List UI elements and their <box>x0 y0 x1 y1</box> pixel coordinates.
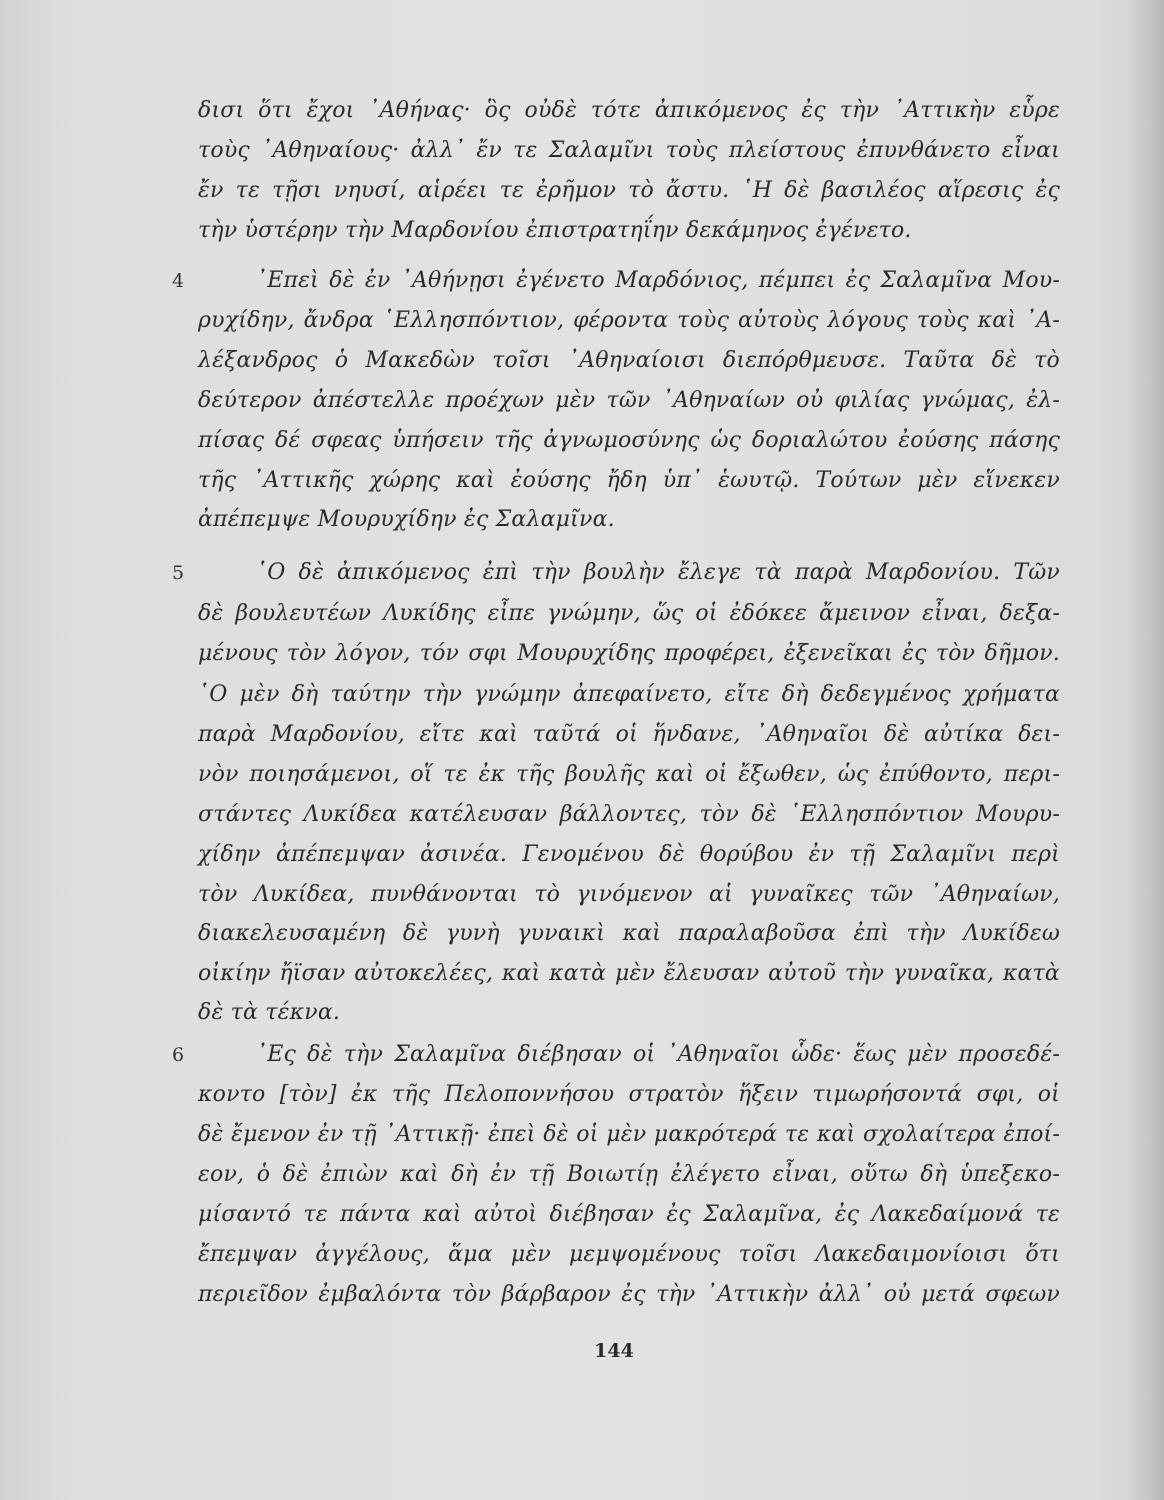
text-line: δὲ τὰ τέκνα. <box>198 1000 341 1025</box>
text-line: χίδην ἀπέπεμψαν ἀσινέα. Γενομένου δὲ θορύβου ἐν τῇ Σαλαμῖνι περὶ <box>198 842 1060 867</box>
text-line: νὸν ποιησάμενοι, οἵ τε ἐκ τῆς βουλῆς καὶ οἱ ἔξωθεν, ὡς ἐπύθοντο, περι- <box>198 762 1060 787</box>
text-line: κοντο [τὸν] ἐκ τῆς Πελοποννήσου στρατὸν ἥξειν τιμωρήσοντά σφι, οἱ <box>198 1082 1060 1107</box>
text-line: τὸν Λυκίδεα, πυνθάνονται τὸ γινόμενον αἱ γυναῖκες τῶν ᾿Αθηναίων, <box>198 882 1060 907</box>
text-line: διακελευσαμένη δὲ γυνὴ γυναικὶ καὶ παραλαβοῦσα ἐπὶ τὴν Λυκίδεω <box>198 921 1060 946</box>
text-line: μίσαντό τε πάντα καὶ αὐτοὶ διέβησαν ἐς Σαλαμῖνα, ἐς Λακεδαίμονά τε <box>198 1202 1060 1227</box>
text-line: δὲ βουλευτέων Λυκίδης εἶπε γνώμην, ὥς οἱ ἐδόκεε ἄμεινον εἶναι, δεξα- <box>198 601 1060 626</box>
page-edge-shadow <box>1128 0 1164 1500</box>
text-line: ῾Ο μὲν δὴ ταύτην τὴν γνώμην ἀπεφαίνετο, εἴτε δὴ δεδεγμένος χρήματα <box>198 682 1060 707</box>
text-line: εον, ὁ δὲ ἐπιὼν καὶ δὴ ἐν τῇ Βοιωτίῃ ἐλέγετο εἶναι, οὕτω δὴ ὑπεξεκο- <box>198 1162 1060 1187</box>
text-line: οἰκίην ἤϊσαν αὐτοκελέες, καὶ κατὰ μὲν ἔλευσαν αὐτοῦ τὴν γυναῖκα, κατὰ <box>198 961 1060 986</box>
text-line: ῾Ο δὲ ἀπικόμενος ἐπὶ τὴν βουλὴν ἔλεγε τὰ παρὰ Μαρδονίου. Τῶν <box>256 560 1060 585</box>
text-line: τοὺς ᾿Αθηναίους· ἀλλ᾿ ἔν τε Σαλαμῖνι τοὺς πλείστους ἐπυνθάνετο εἶναι <box>198 138 1060 163</box>
text-line: ἔν τε τῇσι νηυσί, αἱρέει τε ἐρῆμον τὸ ἄστυ. ῾Η δὲ βασιλέος αἵρεσις ἐς <box>198 178 1060 203</box>
text-line: πίσας δέ σφεας ὑπήσειν τῆς ἀγνωμοσύνης ὡς δοριαλώτου ἐούσης πάσης <box>198 428 1060 453</box>
text-line: στάντες Λυκίδεα κατέλευσαν βάλλοντες, τὸν δὲ ῾Ελλησπόντιον Μουρυ- <box>198 802 1060 827</box>
text-line: δισι ὅτι ἔχοι ᾿Αθήνας· ὃς οὐδὲ τότε ἀπικόμενος ἐς τὴν ᾿Αττικὴν εὗρε <box>198 98 1060 123</box>
text-line: ἔπεμψαν ἀγγέλους, ἅμα μὲν μεμψομένους τοῖσι Λακεδαιμονίοισι ὅτι <box>198 1242 1060 1267</box>
text-line: δὲ ἔμενον ἐν τῇ ᾿Αττικῇ· ἐπεὶ δὲ οἱ μὲν μακρότερά τε καὶ σχολαίτερα ἐποί- <box>198 1122 1060 1147</box>
text-line: μένους τὸν λόγον, τόν σφι Μουρυχίδης προφέρει, ἐξενεῖκαι ἐς τὸν δῆμον. <box>198 641 1060 666</box>
text-line: τῆς ᾿Αττικῆς χώρης καὶ ἐούσης ἤδη ὑπ᾿ ἑωυτῷ. Τούτων μὲν εἵνεκεν <box>198 468 1060 493</box>
text-line: ᾿Επεὶ δὲ ἐν ᾿Αθήνῃσι ἐγένετο Μαρδόνιος, πέμπει ἐς Σαλαμῖνα Μου- <box>256 268 1060 293</box>
text-line: ἀπέπεμψε Μουρυχίδην ἐς Σαλαμῖνα. <box>198 507 615 532</box>
text-line: παρὰ Μαρδονίου, εἴτε καὶ ταῦτά οἱ ἥνδανε, ᾿Αθηναῖοι δὲ αὐτίκα δει- <box>198 722 1060 747</box>
text-line: περιεῖδον ἐμβαλόντα τὸν βάρβαρον ἐς τὴν ᾿Αττικὴν ἀλλ᾿ οὐ μετά σφεων <box>198 1282 1060 1307</box>
text-line: ᾿Ες δὲ τὴν Σαλαμῖνα διέβησαν οἱ ᾿Αθηναῖοι ὧδε· ἕως μὲν προσεδέ- <box>256 1042 1060 1067</box>
section-number: 5 <box>172 562 185 584</box>
text-line: δεύτερον ἀπέστελλε προέχων μὲν τῶν ᾿Αθηναίων οὐ φιλίας γνώμας, ἐλ- <box>198 388 1060 413</box>
text-line: ρυχίδην, ἄνδρα ῾Ελλησπόντιον, φέροντα τοὺς αὐτοὺς λόγους τοὺς καὶ ᾿Α- <box>198 308 1060 333</box>
section-number: 4 <box>172 270 185 292</box>
page-number: 144 <box>594 1340 634 1362</box>
text-line: τὴν ὑστέρην τὴν Μαρδονίου ἐπιστρατηΐην δεκάμηνος ἐγένετο. <box>198 218 912 243</box>
section-number: 6 <box>172 1044 185 1066</box>
text-line: λέξανδρος ὁ Μακεδὼν τοῖσι ᾿Αθηναίοισι διεπόρθμευσε. Ταῦτα δὲ τὸ <box>198 348 1060 373</box>
